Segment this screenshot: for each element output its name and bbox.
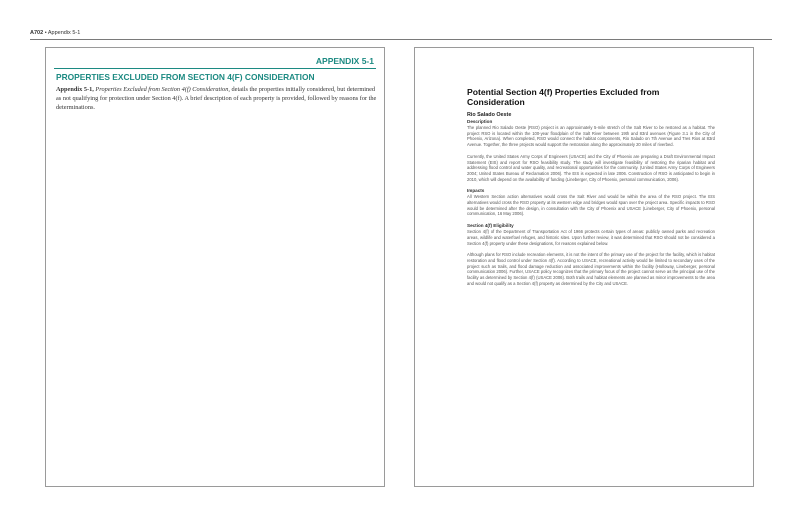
header-rule bbox=[30, 39, 772, 40]
appendix-label: APPENDIX 5-1 bbox=[315, 56, 374, 66]
eligibility-paragraph-1: Section 4(f) of the Department of Transportation Act of 1966 protects certain types of areas: publicly owned parks and recreation areas, wildlife and waterfowl refuges, and historic sites. Upon further review, it was determined that RSO should not be considered a Section 4(f) property under these designations, for reasons explained below. bbox=[467, 229, 715, 246]
property-name: Rio Salado Oeste bbox=[467, 112, 512, 118]
appendix-rule bbox=[54, 68, 376, 69]
section-title: PROPERTIES EXCLUDED FROM SECTION 4(F) CONSIDERATION bbox=[56, 72, 315, 82]
running-header bbox=[30, 30, 772, 39]
page-content bbox=[467, 112, 715, 292]
page-number: A702 bbox=[30, 30, 44, 36]
left-page bbox=[45, 47, 385, 487]
eligibility-heading: Section 4(f) Eligibility bbox=[467, 223, 514, 229]
right-page bbox=[414, 47, 754, 487]
description-paragraph-2: Currently, the United States Army Corps of Engineers (USACE) and the City of Phoenix are preparing a Draft Environmental Impact Statement (EIS) and report for RSO feasibility study. The study will investigate feasibility of restoring the riparian habitat and addressing flood control and water quality, and recreational opportunities for the community. (United States Army Corps of Engineers 2004; United States Bureau of Reclamation 2006). The EIS is expected in late 2006. Construction of RSO is anticipated to begin in 2010, which will depend on the availability of funding (Lineberger, City of Phoenix, personal communication, 2006). bbox=[467, 153, 715, 182]
header-separator: • bbox=[44, 30, 47, 36]
eligibility-paragraph-2: Although plans for RSO include recreation elements, it is not the intent of the primary use of the project for the facility, which is habitat restoration and flood control under Section 4(f). According to USACE, recreational activity would be limited to secondary uses of the project such as trails, and flood damage reduction and associated improvements within the facility (Holloway, Lineberger, personal communication 2006). Further, USACE policy recognizes that the primary focus of the project cannot serve as the principal use of the facility as determined by Section 4(f) (USACE 2006). Both trails and habitat elements are planned as minor improvements to the area and would not qualify as a Section 4(f) property as determined by the City and USACE. bbox=[467, 252, 715, 286]
description-heading: Description bbox=[467, 119, 493, 124]
intro-emphasis: Properties Excluded from Section 4(f) Consideration, bbox=[95, 86, 230, 93]
intro-lead: Appendix 5-1, bbox=[56, 86, 94, 93]
impacts-paragraph: All Western Section action alternatives would cross the Salt River and would be within the area of the RSO project. The EIS alternatives would cross the RSO property at its western edge and bridges would span over the project area. Specific impacts to RSO would be determined after the design, in consultation with the City of Phoenix and USACE (Lineberger, City of Phoenix, personal communication, 16 May 2006). bbox=[467, 194, 715, 217]
description-paragraph-1: The planned Rio Salado Oeste (RSO) project is an approximately 5-mile stretch of the Salt River to be restored as a habitat. The project RSO is located within the 100-year floodplain of the Salt River between 19th and 83rd avenues (Figure 3.1 in the City of Phoenix, Arizona). When completed, RSO would connect the habitat components, Rio Salado on 7th Avenue and Tres Rios at 83rd Avenue. Together, the three projects would support the restoration along the approximately 20 miles of riverbed. bbox=[467, 125, 715, 148]
header-section: Appendix 5-1 bbox=[47, 30, 81, 36]
page-title: Potential Section 4(f) Properties Excluded from Consideration bbox=[467, 87, 660, 107]
intro-text: details the properties initially considered, but determined as not qualifying for protection under Section 4(f). A brief description of each property is provided, followed by reasons for the determinations. bbox=[56, 86, 377, 111]
running-header-label bbox=[30, 30, 80, 36]
intro-paragraph bbox=[56, 86, 378, 113]
impacts-heading: Impacts bbox=[467, 188, 485, 194]
